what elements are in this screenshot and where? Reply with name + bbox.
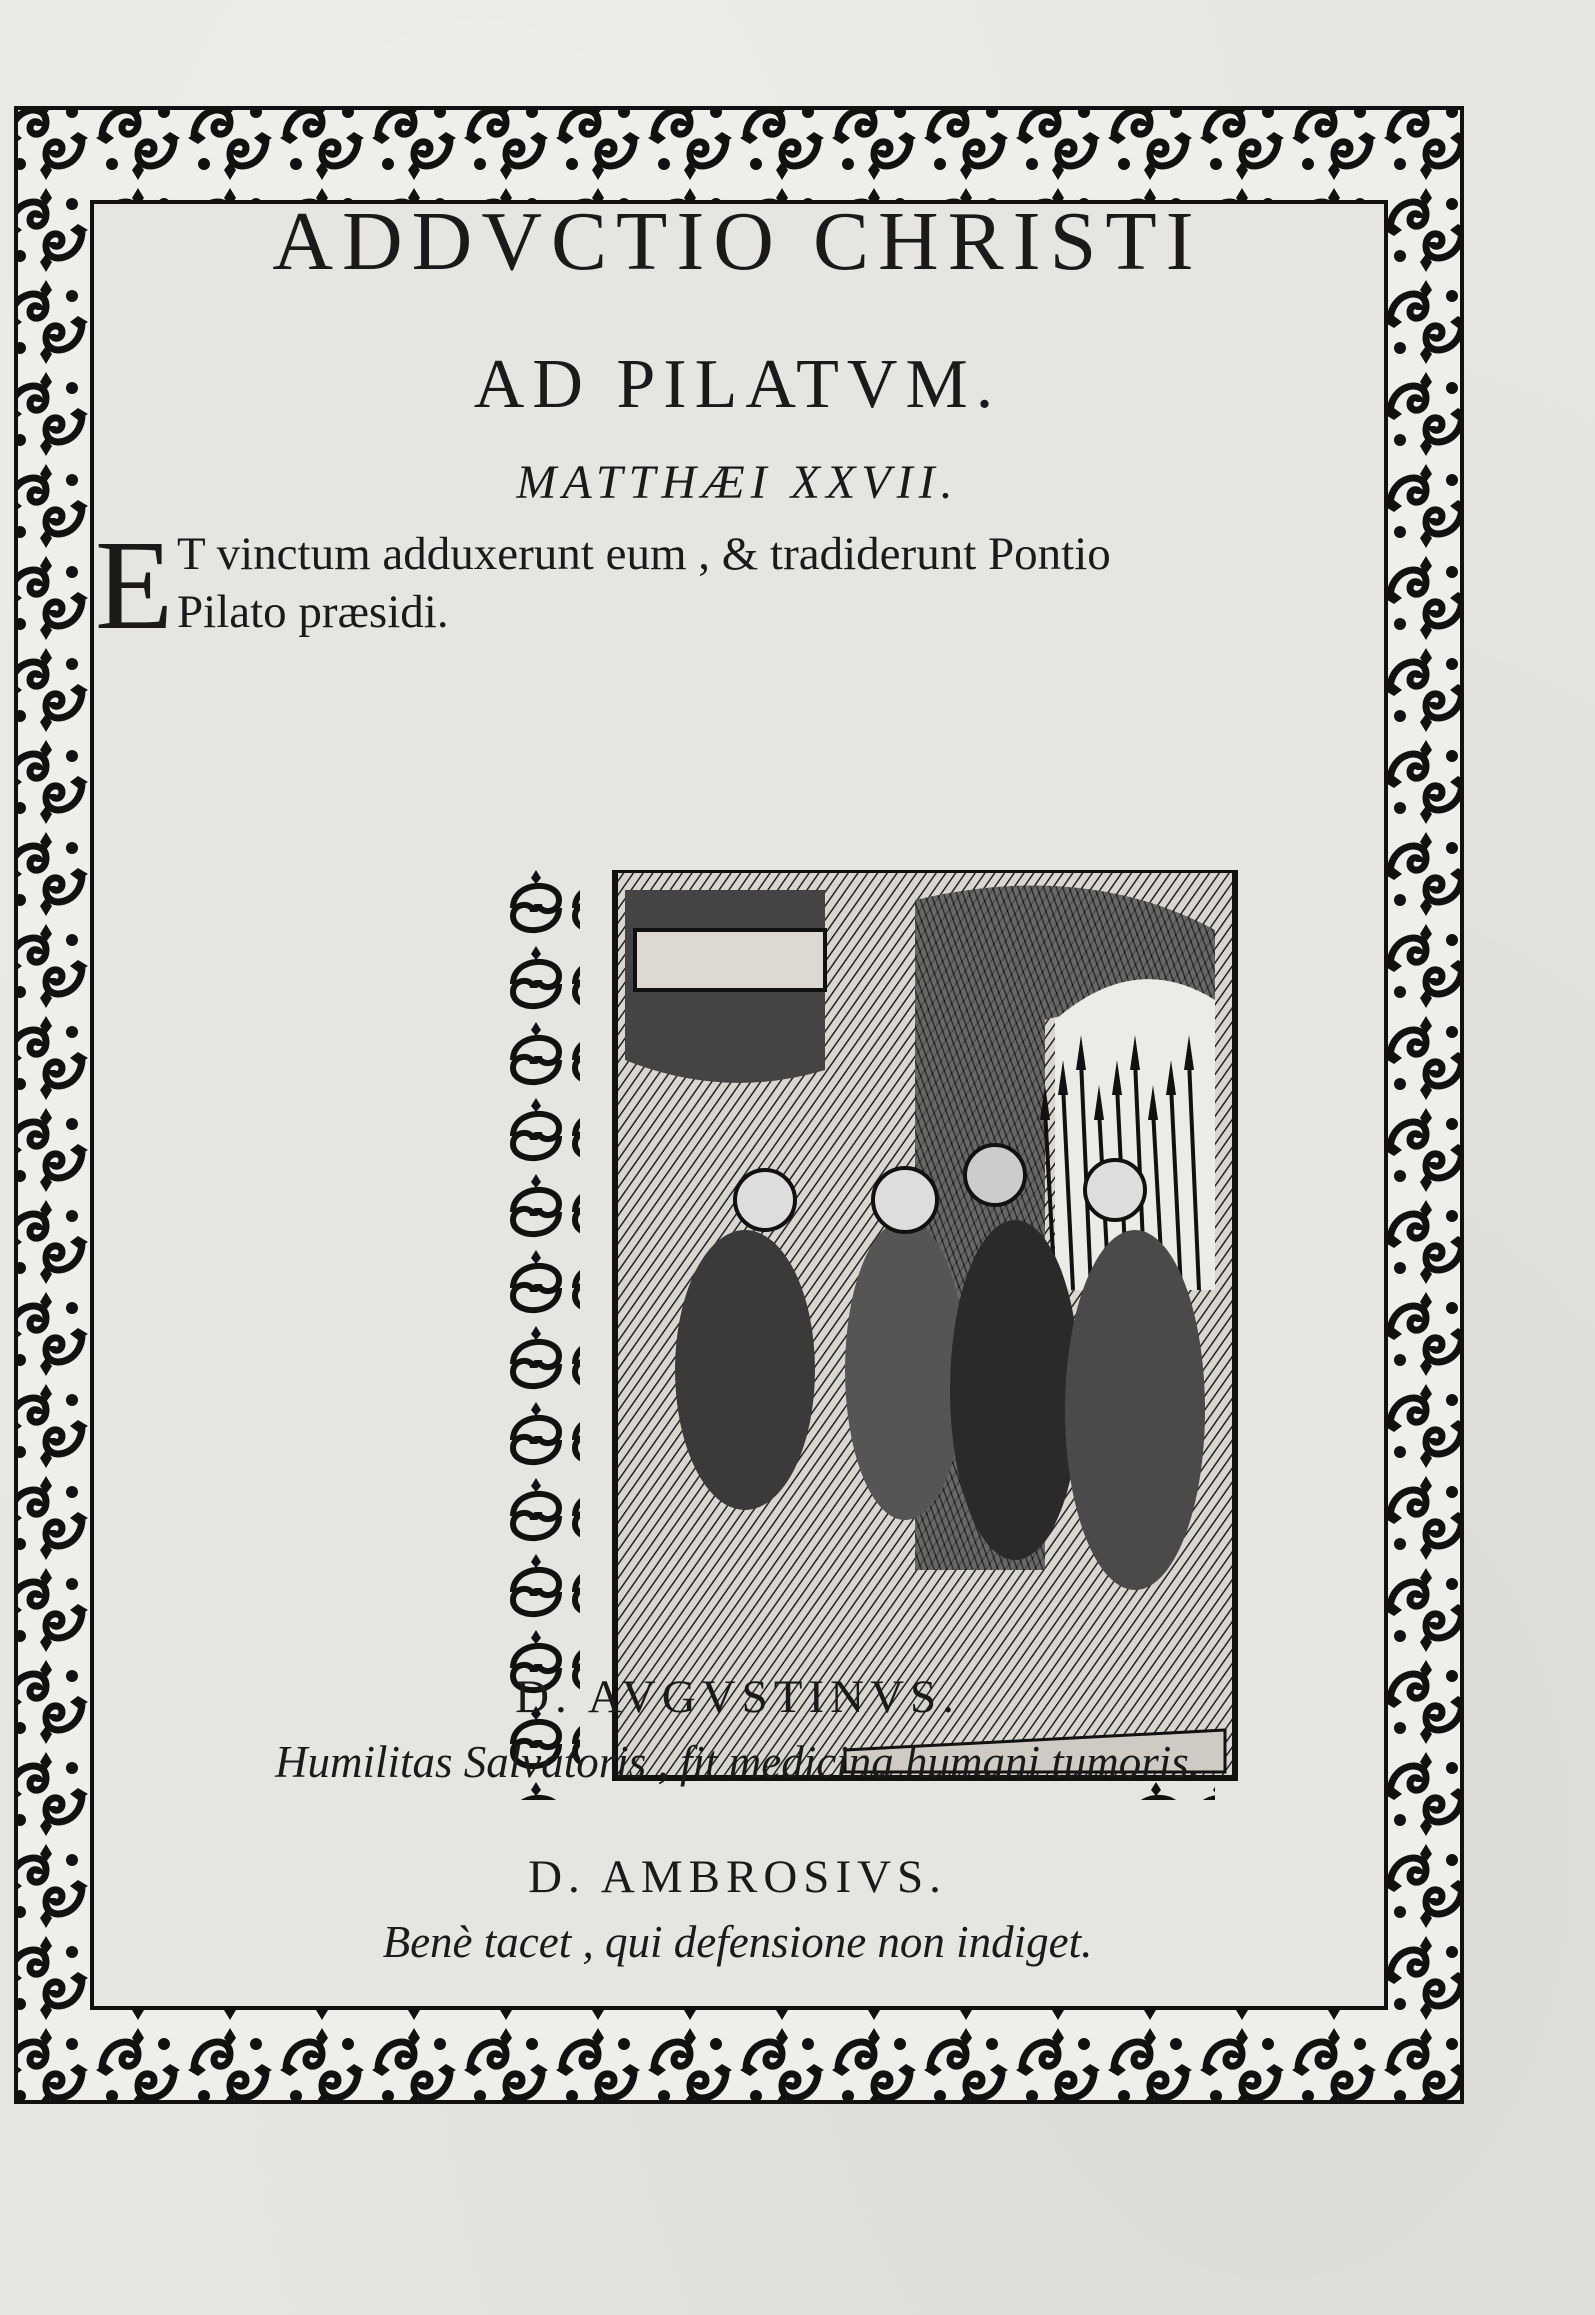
page-content	[90, 170, 1385, 2020]
woodcut-christ-before-pilate-illustration	[505, 870, 1365, 1800]
scripture-reference: MATTHÆI XXVII.	[516, 456, 959, 509]
verse-line: T vinctum adduxerunt eum , & tradiderunt Pontio	[177, 528, 1111, 580]
drop-cap: E	[95, 514, 174, 656]
quote-author: D. AVGVSTINVS.	[515, 1671, 960, 1723]
quote-text: Humilitas Salvatoris , fit medicina humani tumoris.	[274, 1737, 1200, 1787]
page-subtitle: AD PILATVM.	[473, 346, 1002, 423]
verse-line: Pilato præsidi.	[177, 586, 449, 638]
quote-author: D. AMBROSIVS.	[528, 1851, 947, 1903]
quote-text: Benè tacet , qui defensione non indiget.	[382, 1917, 1093, 1967]
page-title: ADDVCTIO CHRISTI	[272, 195, 1203, 288]
